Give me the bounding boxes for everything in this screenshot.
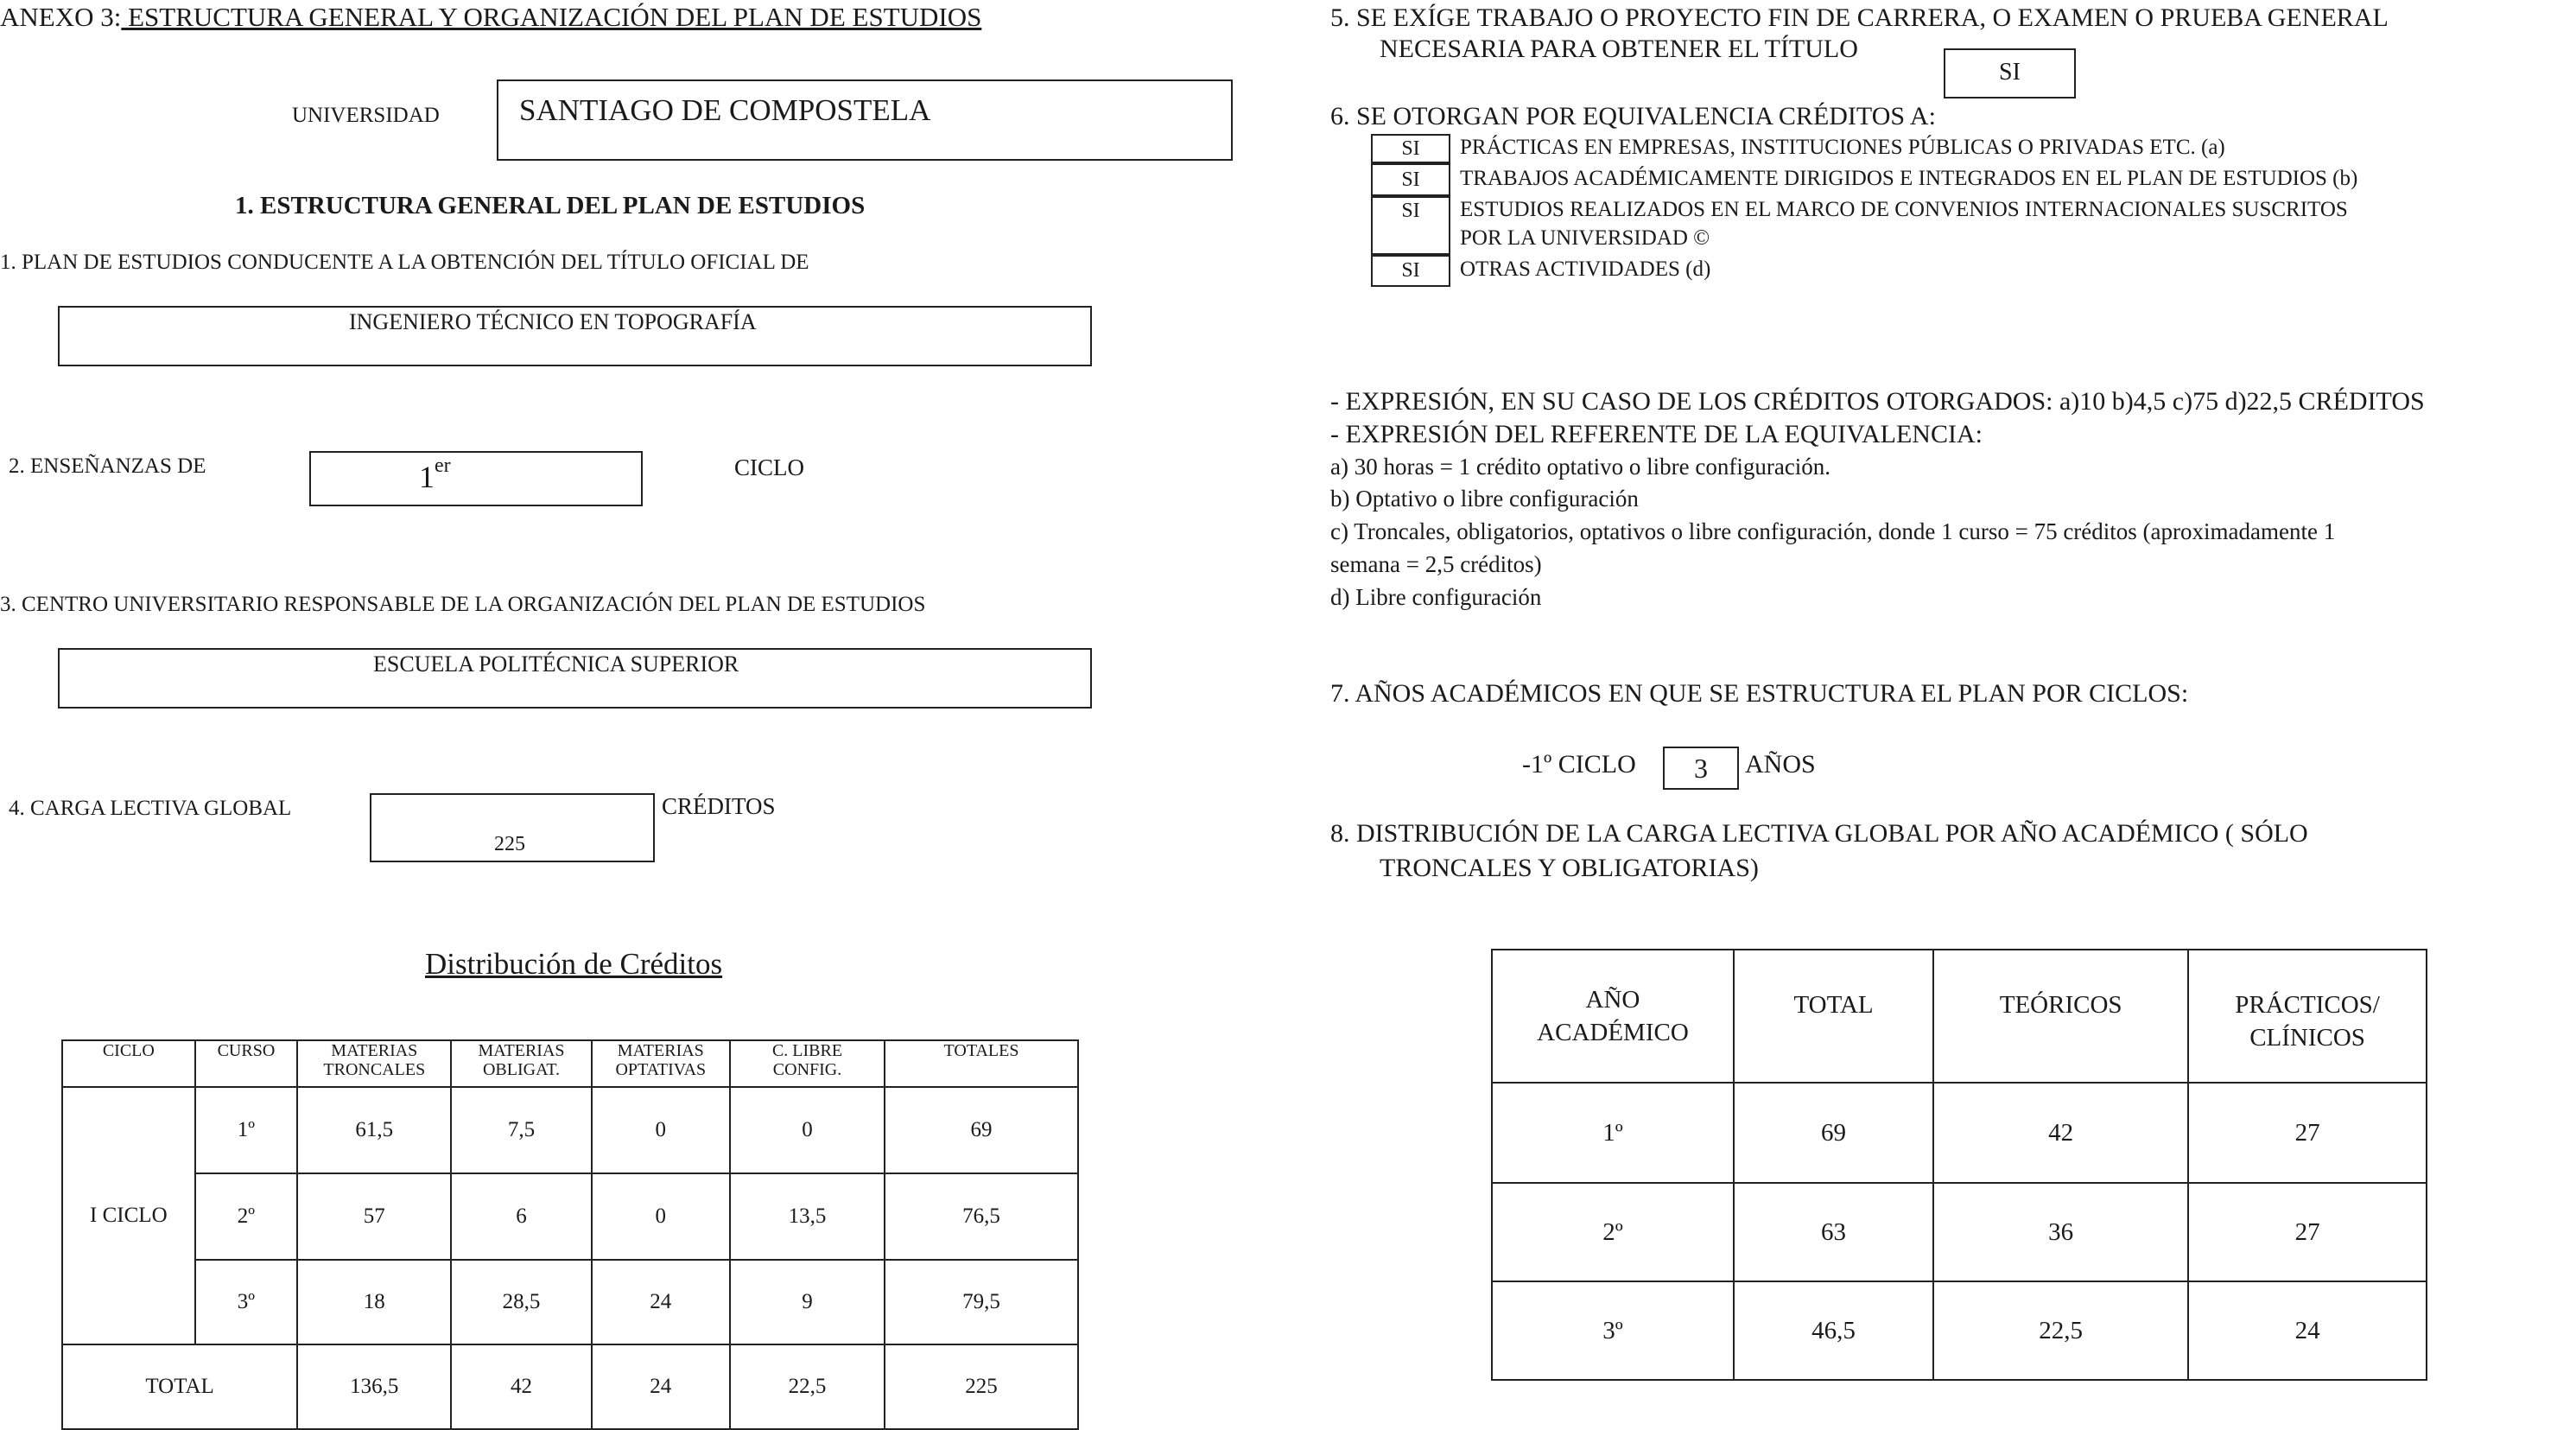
dist-header: CURSO — [195, 1040, 298, 1087]
dist-cell: 61,5 — [297, 1087, 451, 1173]
dist-cell: 13,5 — [730, 1173, 885, 1260]
dist-total-cell: 22,5 — [730, 1344, 885, 1429]
dist-cell: 0 — [592, 1173, 730, 1260]
item1-value: INGENIERO TÉCNICO EN TOPOGRAFÍA — [349, 309, 757, 334]
item3-box — [58, 648, 1092, 709]
expr-d: d) Libre configuración — [1330, 584, 1542, 610]
item4-suffix: CRÉDITOS — [662, 793, 776, 819]
year-cell: 22,5 — [1933, 1281, 2188, 1380]
dist-total-cell: 42 — [451, 1344, 591, 1429]
year-cell: 24 — [2188, 1281, 2427, 1380]
item6-box-d — [1371, 255, 1450, 287]
university-label: UNIVERSIDAD — [292, 104, 440, 127]
item6-text-c: ESTUDIOS REALIZADOS EN EL MARCO DE CONVENIOS INTERNACIONALES SUSCRITOS — [1460, 198, 2348, 221]
dist-cell: 69 — [885, 1087, 1078, 1173]
item7-label: 7. AÑOS ACADÉMICOS EN QUE SE ESTRUCTURA EL PLAN POR CICLOS: — [1330, 679, 2189, 708]
expr-c-line1: c) Troncales, obligatorios, optativos o libre configuración, donde 1 curso = 75 créditos (aproximadamente 1 — [1330, 518, 2336, 544]
dist-header: MATERIAS OPTATIVAS — [592, 1040, 730, 1087]
item6-label: 6. SE OTORGAN POR EQUIVALENCIA CRÉDITOS A: — [1330, 102, 1936, 130]
year-header: AÑO ACADÉMICO — [1492, 950, 1734, 1083]
annex-label: ANEXO 3: — [0, 2, 122, 32]
item7-box — [1663, 747, 1739, 790]
item4-box — [370, 793, 655, 862]
dist-cell: 9 — [730, 1260, 885, 1344]
item5-line2: NECESARIA PARA OBTENER EL TÍTULO — [1380, 35, 1858, 63]
dist-cell: 18 — [297, 1260, 451, 1344]
year-cell: 27 — [2188, 1183, 2427, 1281]
item2-box — [309, 451, 643, 506]
dist-cell: 7,5 — [451, 1087, 591, 1173]
item6-box-a — [1371, 134, 1450, 163]
year-header: PRÁCTICOS/ CLÍNICOS — [2188, 950, 2427, 1083]
dist-cell: 57 — [297, 1173, 451, 1260]
expr-a: a) 30 horas = 1 crédito optativo o libre configuración. — [1330, 454, 1831, 480]
item6-value-a: SI — [1401, 137, 1420, 160]
dist-total-label: TOTAL — [62, 1344, 297, 1429]
item2-value-sup: er — [435, 454, 451, 477]
dist-total-cell: 136,5 — [297, 1344, 451, 1429]
item5-value: SI — [1999, 59, 2021, 86]
year-cell: 36 — [1933, 1183, 2188, 1281]
item2-value-num: 1 — [419, 460, 435, 494]
item5-line1: 5. SE EXÍGE TRABAJO O PROYECTO FIN DE CARRERA, O EXAMEN O PRUEBA GENERAL — [1330, 3, 2389, 32]
dist-ciclo: I CICLO — [62, 1087, 195, 1344]
dist-cell: 1º — [195, 1087, 298, 1173]
item3-value: ESCUELA POLITÉCNICA SUPERIOR — [373, 651, 739, 677]
dist-cell: 28,5 — [451, 1260, 591, 1344]
year-cell: 63 — [1734, 1183, 1933, 1281]
university-value: SANTIAGO DE COMPOSTELA — [519, 93, 931, 127]
year-cell: 2º — [1492, 1183, 1734, 1281]
item2-label: 2. ENSEÑANZAS DE — [9, 454, 206, 478]
dist-cell: 0 — [730, 1087, 885, 1173]
dist-header: CICLO — [62, 1040, 195, 1087]
item6-box-b — [1371, 163, 1450, 196]
expr-credits: - EXPRESIÓN, EN SU CASO DE LOS CRÉDITOS OTORGADOS: a)10 b)4,5 c)75 d)22,5 CRÉDITOS — [1330, 387, 2425, 416]
item8-line2: TRONCALES Y OBLIGATORIAS) — [1380, 854, 1759, 882]
year-cell: 1º — [1492, 1083, 1734, 1183]
dist-header: MATERIAS OBLIGAT. — [451, 1040, 591, 1087]
expr-reference: - EXPRESIÓN DEL REFERENTE DE LA EQUIVALENCIA: — [1330, 420, 1983, 448]
item1-box — [58, 306, 1092, 366]
item8-line1: 8. DISTRIBUCIÓN DE LA CARGA LECTIVA GLOBAL POR AÑO ACADÉMICO ( SÓLO — [1330, 819, 2308, 848]
annex-title: ESTRUCTURA GENERAL Y ORGANIZACIÓN DEL PLAN DE ESTUDIOS — [121, 2, 982, 32]
item6-text-d: OTRAS ACTIVIDADES (d) — [1460, 257, 1711, 281]
item2-value — [419, 454, 451, 495]
expr-c-line2: semana = 2,5 créditos) — [1330, 551, 1542, 577]
year-cell: 46,5 — [1734, 1281, 1933, 1380]
expr-b: b) Optativo o libre configuración — [1330, 486, 1639, 512]
item4-label: 4. CARGA LECTIVA GLOBAL — [9, 797, 292, 820]
item5-box — [1944, 48, 2076, 99]
dist-header: MATERIAS TRONCALES — [297, 1040, 451, 1087]
dist-header: TOTALES — [885, 1040, 1078, 1087]
credit-distribution-table — [61, 1039, 1079, 1430]
item4-value: 225 — [494, 833, 525, 855]
dist-cell: 3º — [195, 1260, 298, 1344]
item6-box-c — [1371, 196, 1450, 255]
item7-suffix: AÑOS — [1745, 750, 1816, 779]
item6-text-b: TRABAJOS ACADÉMICAMENTE DIRIGIDOS E INTEGRADOS EN EL PLAN DE ESTUDIOS (b) — [1460, 167, 2358, 190]
dist-cell: 79,5 — [885, 1260, 1078, 1344]
year-cell: 27 — [2188, 1083, 2427, 1183]
item6-value-b: SI — [1401, 168, 1420, 191]
year-distribution-table — [1491, 949, 2427, 1381]
annex-heading — [0, 2, 981, 33]
item6-value-c: SI — [1401, 200, 1420, 222]
item2-suffix: CICLO — [734, 454, 804, 480]
item6-text-a: PRÁCTICAS EN EMPRESAS, INSTITUCIONES PÚBLICAS O PRIVADAS ETC. (a) — [1460, 136, 2225, 159]
item7-value: 3 — [1694, 753, 1708, 784]
dist-cell: 2º — [195, 1173, 298, 1260]
dist-cell: 76,5 — [885, 1173, 1078, 1260]
item6-value-d: SI — [1401, 259, 1420, 282]
dist-cell: 24 — [592, 1260, 730, 1344]
year-header: TEÓRICOS — [1933, 950, 2188, 1083]
item7-ciclo: -1º CICLO — [1522, 750, 1636, 779]
distribution-title: Distribución de Créditos — [425, 947, 723, 981]
dist-total-cell: 24 — [592, 1344, 730, 1429]
university-box — [497, 79, 1233, 161]
item6-text-c-cont: POR LA UNIVERSIDAD © — [1460, 226, 1710, 250]
section-heading: 1. ESTRUCTURA GENERAL DEL PLAN DE ESTUDIOS — [235, 192, 866, 219]
dist-cell: 0 — [592, 1087, 730, 1173]
year-header: TOTAL — [1734, 950, 1933, 1083]
item3-label: 3. CENTRO UNIVERSITARIO RESPONSABLE DE LA ORGANIZACIÓN DEL PLAN DE ESTUDIOS — [0, 593, 926, 616]
dist-cell: 6 — [451, 1173, 591, 1260]
dist-header: C. LIBRE CONFIG. — [730, 1040, 885, 1087]
item1-label: 1. PLAN DE ESTUDIOS CONDUCENTE A LA OBTENCIÓN DEL TÍTULO OFICIAL DE — [0, 251, 809, 274]
year-cell: 69 — [1734, 1083, 1933, 1183]
year-cell: 42 — [1933, 1083, 2188, 1183]
year-cell: 3º — [1492, 1281, 1734, 1380]
dist-total-cell: 225 — [885, 1344, 1078, 1429]
